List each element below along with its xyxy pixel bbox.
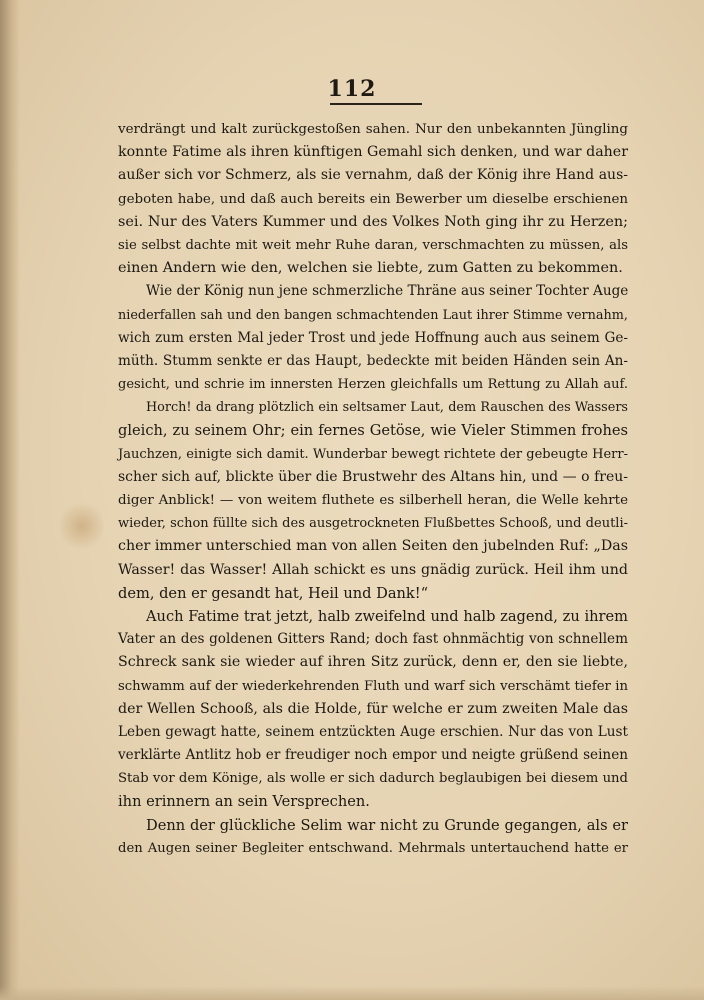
- text-line: geboten habe, und daß auch bereits ein Bewerber um dieselbe erschienen: [118, 191, 628, 207]
- text-line: dem, den er gesandt hat, Heil und Dank!“: [118, 584, 429, 602]
- text-line: den Augen seiner Begleiter entschwand. Mehrmals untertauchend hatte er: [118, 840, 628, 856]
- text-line: ihn erinnern an sein Versprechen.: [118, 793, 370, 811]
- page-bottom-edge: [0, 986, 704, 1000]
- text-line: Horch! da drang plötzlich ein seltsamer Laut, dem Rauschen des Wassers: [146, 400, 628, 416]
- text-line: scher sich auf, blickte über die Brustwehr des Altans hin, und — o freu-: [118, 468, 628, 485]
- text-line: der Wellen Schooß, als die Holde, für welche er zum zweiten Male das: [118, 700, 628, 717]
- text-line: wieder, schon füllte sich des ausgetrockneten Flußbettes Schooß, und deutli-: [118, 516, 628, 532]
- text-line: konnte Fatime als ihren künftigen Gemahl sich denken, und war daher: [118, 144, 628, 161]
- text-line: diger Anblick! — von weitem fluthete es silberhell heran, die Welle kehrte: [118, 493, 628, 508]
- text-line: wich zum ersten Mal jeder Trost und jede Hoffnung auch aus seinem Ge-: [118, 329, 628, 346]
- text-line: gesicht, und schrie im innersten Herzen gleichfalls um Rettung zu Allah auf.: [118, 377, 628, 393]
- text-line: außer sich vor Schmerz, als sie vernahm, daß der König ihre Hand aus-: [118, 167, 628, 184]
- text-line: einen Andern wie den, welchen sie liebte, zum Gatten zu bekommen.: [118, 260, 623, 277]
- paper-stain: [60, 500, 104, 552]
- text-line: gleich, zu seinem Ohr; ein fernes Getöse, wie Vieler Stimmen frohes: [118, 422, 628, 440]
- text-line: Auch Fatime trat jetzt, halb zweifelnd und halb zagend, zu ihrem: [146, 607, 628, 625]
- text-line: sie selbst dachte mit weit mehr Ruhe daran, verschmachten zu müssen, als: [118, 237, 628, 253]
- text-line: verdrängt und kalt zurückgestoßen sahen. Nur den unbekannten Jüngling: [118, 122, 628, 137]
- text-line: Wie der König nun jene schmerzliche Thräne aus seiner Tochter Auge: [146, 283, 629, 300]
- text-line: Jauchzen, einigte sich damit. Wunderbar bewegt richtete der gebeugte Herr-: [118, 446, 628, 462]
- text-line: Wasser! das Wasser! Allah schickt es uns gnädig zurück. Heil ihm und: [118, 561, 628, 578]
- text-line: sei. Nur des Vaters Kummer und des Volkes Noth ging ihr zu Herzen;: [118, 213, 628, 230]
- text-line: Stab vor dem Könige, als wolle er sich dadurch beglaubigen bei diesem und: [118, 771, 628, 787]
- page-number-rule: [330, 103, 422, 105]
- text-line: Leben gewagt hatte, seinem entzückten Auge erschien. Nur das von Lust: [118, 723, 628, 740]
- page-number: 112: [327, 76, 377, 102]
- text-line: Vater an des goldenen Gitters Rand; doch fast ohnmächtig von schnellem: [118, 631, 628, 648]
- text-line: schwamm auf der wiederkehrenden Fluth und warf sich verschämt tiefer in: [118, 678, 628, 694]
- text-line: Schreck sank sie wieder auf ihren Sitz zurück, denn er, den sie liebte,: [118, 654, 628, 671]
- text-line: cher immer unterschied man von allen Seiten den jubelnden Ruf: „Das: [118, 538, 628, 555]
- page-gutter-shadow: [0, 0, 20, 1000]
- text-line: niederfallen sah und den bangen schmachtenden Laut ihrer Stimme vernahm,: [118, 307, 628, 323]
- text-line: Denn der glückliche Selim war nicht zu Grunde gegangen, als er: [146, 816, 628, 834]
- text-line: müth. Stumm senkte er das Haupt, bedeckte mit beiden Händen sein An-: [118, 352, 628, 369]
- body-text: [118, 118, 628, 860]
- text-line: verklärte Antlitz hob er freudiger noch empor und neigte grüßend seinen: [118, 747, 628, 764]
